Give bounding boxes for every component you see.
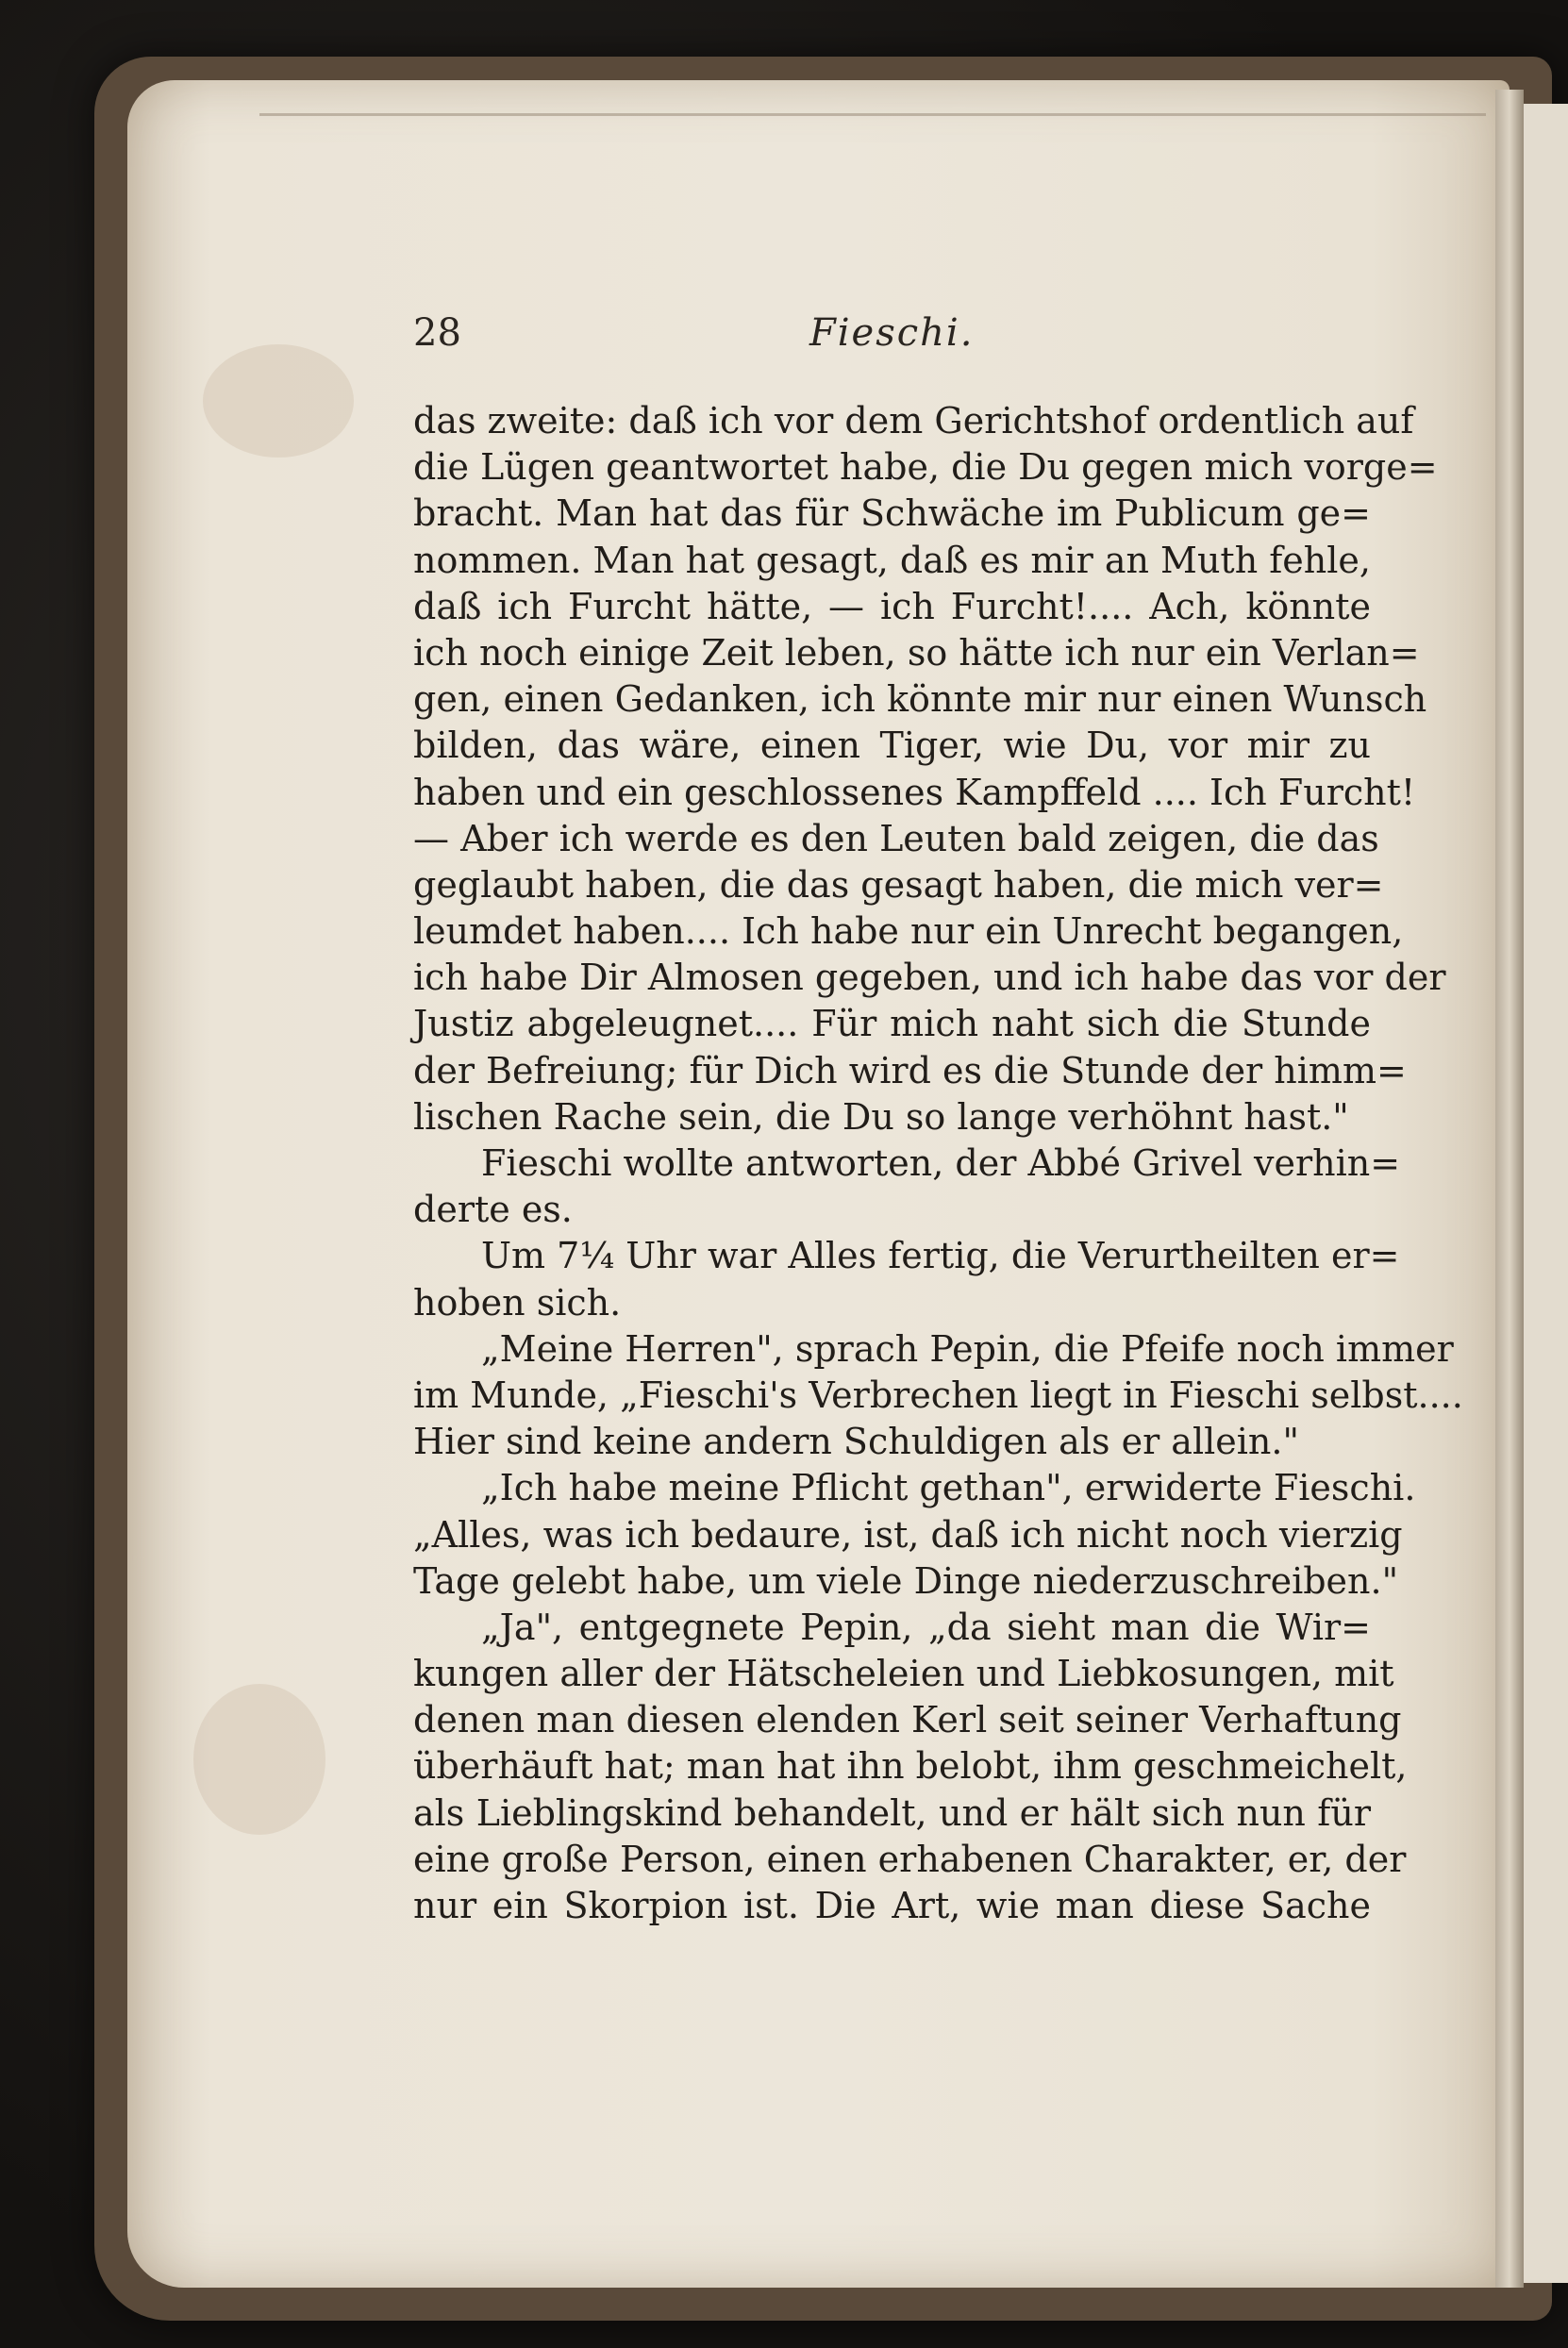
text-line: eine große Person, einen erhabenen Charakter, er, der xyxy=(413,1838,1407,1880)
text-line: der Befreiung; für Dich wird es die Stunde der himm= xyxy=(413,1049,1407,1091)
text-line: denen man diesen elenden Kerl seit seiner Verhaftung xyxy=(413,1699,1402,1741)
page-number: 28 xyxy=(413,311,461,355)
text-line: „Meine Herren", sprach Pepin, die Pfeife noch immer xyxy=(481,1327,1454,1370)
text-line: „Ich habe meine Pflicht gethan", erwiderte Fieschi. xyxy=(481,1467,1416,1509)
text-line: kungen aller der Hätscheleien und Liebkosungen, mit xyxy=(413,1653,1394,1695)
text-line: nur ein Skorpion ist. Die Art, wie man diese Sache xyxy=(413,1885,1371,1926)
text-line: ich habe Dir Almosen gegeben, und ich habe das vor der xyxy=(413,957,1446,999)
text-line: — Aber ich werde es den Leuten bald zeigen, die das xyxy=(413,817,1379,859)
text-line: „Alles, was ich bedaure, ist, daß ich nicht noch vierzig xyxy=(413,1513,1403,1556)
text-line: geglaubt haben, die das gesagt haben, die mich ver= xyxy=(413,863,1384,906)
facing-page-edge xyxy=(1524,104,1568,2283)
text-line: Hier sind keine andern Schuldigen als er allein." xyxy=(413,1421,1299,1463)
text-line: Tage gelebt habe, um viele Dinge niederzuschreiben." xyxy=(413,1559,1399,1602)
text-line: lischen Rache sein, die Du so lange verhöhnt hast." xyxy=(413,1095,1349,1138)
text-line: leumdet haben.... Ich habe nur ein Unrecht begangen, xyxy=(413,910,1404,953)
age-stain xyxy=(193,1684,325,1835)
book-spine-gutter xyxy=(1495,90,1524,2288)
text-line: hoben sich. xyxy=(413,1281,622,1324)
text-line: Um 7¼ Uhr war Alles fertig, die Verurtheilten er= xyxy=(481,1235,1400,1277)
text-line: nommen. Man hat gesagt, daß es mir an Muth fehle, xyxy=(413,539,1371,581)
text-line: bilden, das wäre, einen Tiger, wie Du, vor mir zu xyxy=(413,724,1371,767)
text-line: Fieschi wollte antworten, der Abbé Grivel verhin= xyxy=(481,1142,1401,1184)
text-line: im Munde, „Fieschi's Verbrechen liegt in Fieschi selbst.... xyxy=(413,1374,1463,1416)
text-line: „Ja", entgegnete Pepin, „da sieht man die Wir= xyxy=(481,1606,1371,1648)
text-line: überhäuft hat; man hat ihn belobt, ihm geschmeichelt, xyxy=(413,1745,1408,1788)
text-line: die Lügen geantwortet habe, die Du gegen mich vorge= xyxy=(413,446,1438,489)
text-line: bracht. Man hat das für Schwäche im Publicum ge= xyxy=(413,492,1371,535)
text-line: haben und ein geschlossenes Kampffeld .... Ich Furcht! xyxy=(413,771,1416,813)
text-line: Justiz abgeleugnet.... Für mich naht sich die Stunde xyxy=(413,1003,1371,1045)
text-line: derte es. xyxy=(413,1189,573,1231)
text-line: als Lieblingskind behandelt, und er hält sich nun für xyxy=(413,1791,1371,1834)
text-line: gen, einen Gedanken, ich könnte mir nur einen Wunsch xyxy=(413,678,1427,721)
page-crease xyxy=(259,113,1486,116)
running-title: Fieschi. xyxy=(809,311,975,355)
text-line: ich noch einige Zeit leben, so hätte ich nur ein Verlan= xyxy=(413,631,1420,674)
page-header xyxy=(413,311,1376,368)
text-line: das zweite: daß ich vor dem Gerichtshof ordentlich auf xyxy=(413,400,1414,441)
age-stain xyxy=(203,344,354,458)
text-line: daß ich Furcht hätte, — ich Furcht!.... Ach, könnte xyxy=(413,585,1371,627)
body-text xyxy=(413,398,1463,1929)
